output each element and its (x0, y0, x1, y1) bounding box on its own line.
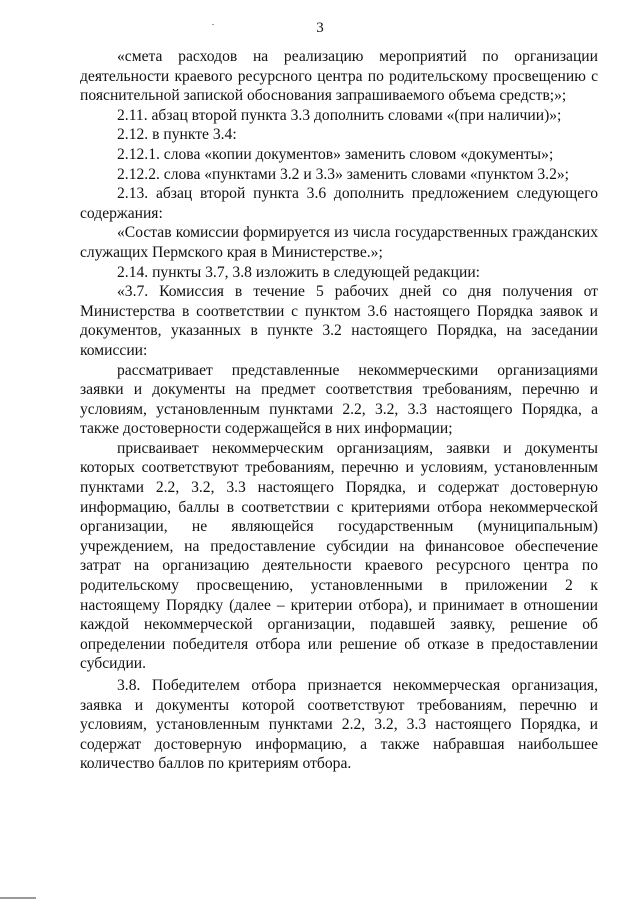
paragraph-reviews: рассматривает представленные некоммерческими организациями заявки и документы на предмет соответствия требованиям, перечню и условиям, установленным пунктами 2.2, 3.2, 3.3 настоящего Порядка, а также достоверности содержащейся в них информации; (80, 361, 598, 438)
paragraph-commission-composition: «Состав комиссии формируется из числа государственных гражданских служащих Пермского края в Министерстве.»; (80, 224, 598, 261)
paragraph-2-12: 2.12. в пункте 3.4: (117, 126, 237, 144)
scan-mark (0, 897, 36, 899)
paragraph-budget-estimate: «смета расходов на реализацию мероприятий по организации деятельности краевого ресурсного центра по родительскому просвещению с пояснительной запиской обоснования запрашиваемого объема средств;»; (80, 48, 598, 105)
paragraph-2-12-2: 2.12.2. слова «пунктами 3.2 и 3.3» заменить словами «пунктом 3.2»; (117, 165, 569, 183)
paragraph-2-11: 2.11. абзац второй пункта 3.3 дополнить словами «(при наличии)»; (117, 106, 562, 124)
page-number: 3 (316, 20, 324, 36)
paragraph-3-7: «3.7. Комиссия в течение 5 рабочих дней со дня получения от Министерства в соответствии с пунктом 3.6 настоящего Порядка заявок и документов, указанных в пункте 3.2 настоящего Порядка, на заседании комиссии: (80, 283, 598, 359)
paragraph-2-12-1: 2.12.1. слова «копии документов» заменить словом «документы»; (117, 145, 554, 163)
paragraph-2-13: 2.13. абзац второй пункта 3.6 дополнить предложением следующего содержания: (80, 185, 598, 222)
document-body (80, 47, 598, 774)
scan-speck (212, 24, 214, 25)
paragraph-2-14: 2.14. пункты 3.7, 3.8 изложить в следующей редакции: (117, 263, 480, 281)
paragraph-assigns-points: присваивает некоммерческим организациям, заявки и документы которых соответствуют требованиям, перечню и условиям, установленным пунктами 2.2, 3.2, 3.3 настоящего Порядка, и содержат достоверную информацию, баллы в соответствии с критериями отбора некоммерческой организации, не являющейся государственным (муниципальным) учреждением, на предоставление субсидии на финансовое обеспечение затрат на организацию деятельности краевого ресурсного центра по родительскому просвещению, установленными в приложении 2 к настоящему Порядку (далее – критерии отбора), и принимает в отношении каждой некоммерческой организации, подавшей заявку, решение об определении победителя отбора или решение об отказе в предоставлении субсидии. (80, 439, 598, 673)
paragraph-3-8: 3.8. Победителем отбора признается некоммерческая организация, заявка и документы которой соответствуют требованиям, перечню и условиям, установленным пунктами 2.2, 3.2, 3.3 настоящего Порядка, и содержат достоверную информацию, а также набравшая наибольшее количество баллов по критериям отбора. (80, 677, 598, 773)
